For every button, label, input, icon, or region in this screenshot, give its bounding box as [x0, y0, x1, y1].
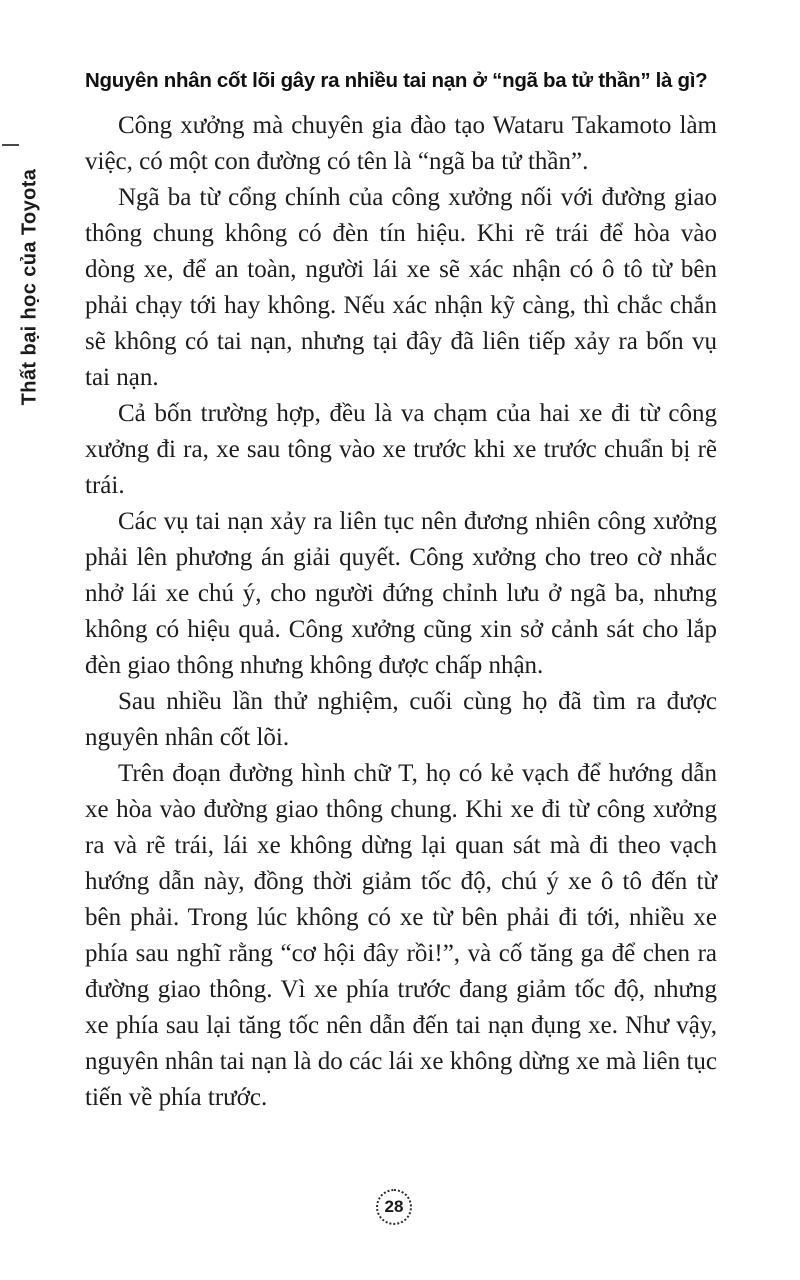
body-paragraph: Trên đoạn đường hình chữ T, họ có kẻ vạch để hướng dẫn xe hòa vào đường giao thông chung. Khi xe đi từ công xưởng ra và rẽ trái, lái xe không dừng lại quan sát mà đi theo vạch hướng dẫn này, đồng thời giảm tốc độ, chú ý xe ô tô đến từ bên phải. Trong lúc không có xe từ bên phải đi tới, nhiều xe phía sau nghĩ rằng “cơ hội đây rồi!”, và cố tăng ga để chen ra đường giao thông. Vì xe phía trước đang giảm tốc độ, nhưng xe phía sau lại tăng tốc nên dẫn đến tai nạn đụng xe. Như vậy, nguyên nhân tai nạn là do các lái xe không dừng xe mà liên tục tiến về phía trước. [85, 760, 717, 1111]
body-paragraph: Sau nhiều lần thử nghiệm, cuối cùng họ đã tìm ra được nguyên nhân cốt lõi. [85, 688, 717, 751]
page-content [85, 63, 717, 1116]
body-paragraph: Cả bốn trường hợp, đều là va chạm của hai xe đi từ công xưởng đi ra, xe sau tông vào xe trước khi xe trước chuẩn bị rẽ trái. [85, 400, 717, 499]
section-heading: Nguyên nhân cốt lõi gây ra nhiều tai nạn ở “ngã ba tử thần” là gì? [85, 69, 708, 92]
page-number: 28 [384, 1197, 404, 1216]
body-paragraph: Công xưởng mà chuyên gia đào tạo Wataru Takamoto làm việc, có một con đường có tên là “ngã ba tử thần”. [85, 112, 717, 175]
body-text [85, 108, 717, 1116]
body-paragraph: Ngã ba từ cổng chính của công xưởng nối với đường giao thông chung không có đèn tín hiệu. Khi rẽ trái để hòa vào dòng xe, để an toàn, người lái xe sẽ xác nhận có ô tô từ bên phải chạy tới hay không. Nếu xác nhận kỹ càng, thì chắc chắn sẽ không có tai nạn, nhưng tại đây đã liên tiếp xảy ra bốn vụ tai nạn. [85, 184, 717, 391]
margin-tick-line [2, 144, 19, 146]
body-paragraph: Các vụ tai nạn xảy ra liên tục nên đương nhiên công xưởng phải lên phương án giải quyết. Công xưởng cho treo cờ nhắc nhở lái xe chú ý, cho người đứng chỉnh lưu ở ngã ba, nhưng không có hiệu quả. Công xưởng cũng xin sở cảnh sát cho lắp đèn giao thông nhưng không được chấp nhận. [85, 508, 717, 679]
book-title-vertical: Thất bại học của Toyota [18, 168, 41, 406]
page-number-badge [376, 1189, 412, 1225]
